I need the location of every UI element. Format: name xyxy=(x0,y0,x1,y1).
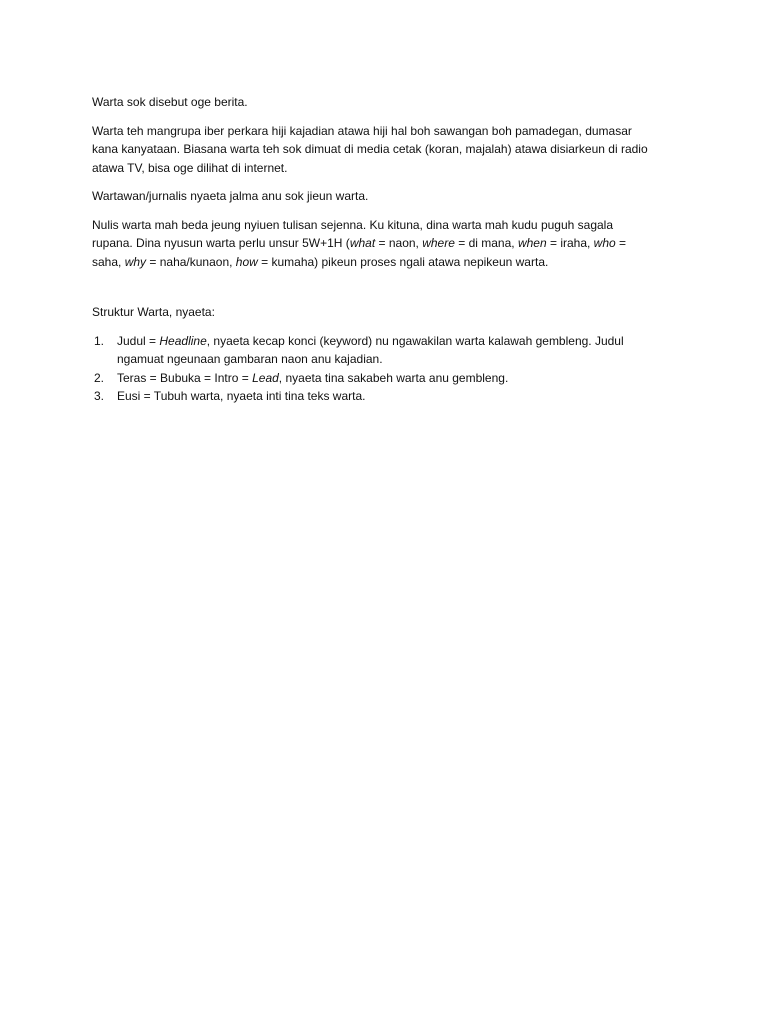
structure-list xyxy=(92,332,692,406)
structure-heading: Struktur Warta, nyaeta: xyxy=(92,305,215,319)
blank-line xyxy=(92,281,692,303)
document-body xyxy=(92,93,692,406)
list-item: 2. Teras = Bubuka = Intro = Lead, nyaeta tina sakabeh warta anu gembleng. xyxy=(94,370,509,385)
paragraph-4: Nulis warta mah beda jeung nyiuen tulisan sejenna. Ku kituna, dina warta mah kudu puguh sagala rupana. Dina nyusun warta perlu unsur 5W+1H (what = naon, where = di mana, when = iraha, who = saha, why = naha/kunaon, how = kumaha) pikeun proses ngali atawa nepikeun warta. xyxy=(92,217,627,269)
list-item: 3. Eusi = Tubuh warta, nyaeta inti tina teks warta. xyxy=(94,389,366,403)
paragraph-2: Warta teh mangrupa iber perkara hiji kajadian atawa hiji hal boh sawangan boh pamadegan, dumasar kana kanyataan. Biasana warta teh sok dimuat di media cetak (koran, majalah) atawa disiarkeun di radio atawa TV, bisa oge dilihat di internet. xyxy=(92,123,648,175)
paragraph-3: Wartawan/jurnalis nyaeta jalma anu sok jieun warta. xyxy=(92,189,369,203)
list-item: 1. Judul = Headline, nyaeta kecap konci (keyword) nu ngawakilan warta kalawah gembleng. Judul ngamuat ngeunaan gambaran naon anu kajadian. xyxy=(94,333,624,366)
paragraph-1: Warta sok disebut oge berita. xyxy=(92,95,248,109)
